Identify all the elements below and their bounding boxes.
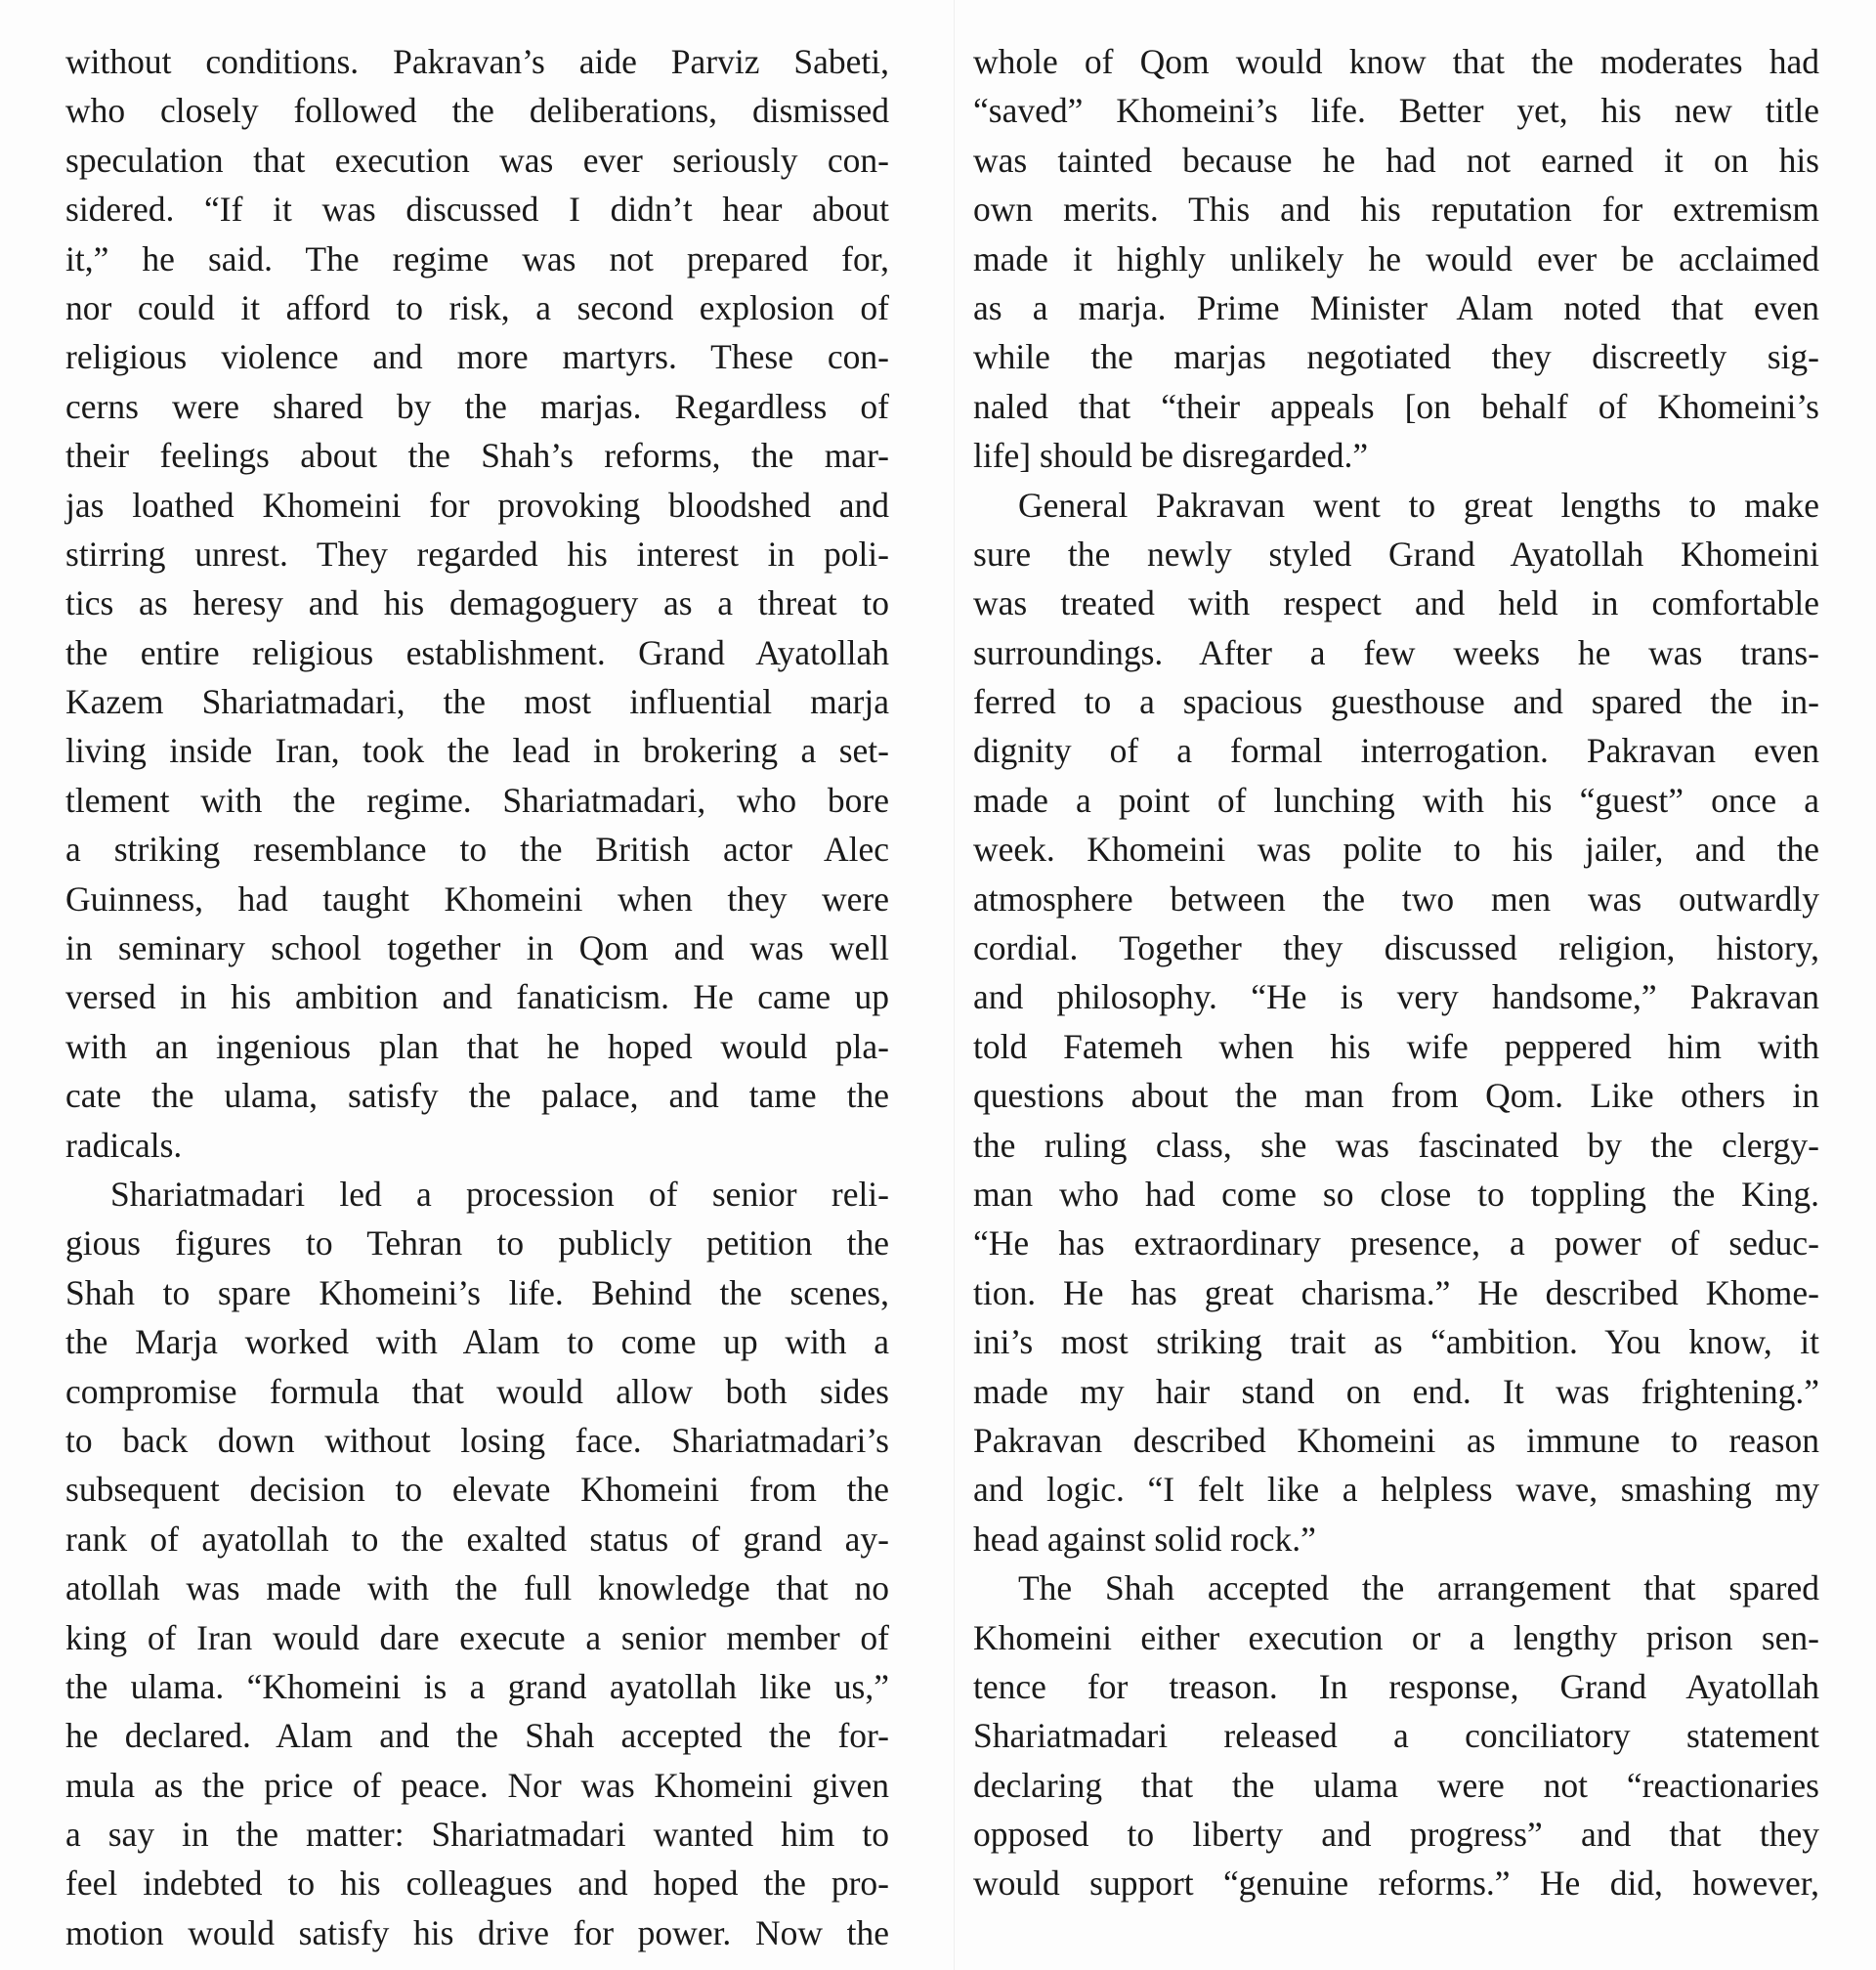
text-line: questions about the man from Qom. Like others in	[973, 1076, 1819, 1116]
text-line: Khomeini either execution or a lengthy prison sen-	[973, 1617, 1819, 1657]
right-text-column	[973, 37, 1819, 1908]
text-line: whole of Qom would know that the moderates had	[973, 42, 1819, 81]
text-line: opposed to liberty and progress” and that they	[973, 1815, 1819, 1855]
text-line: tion. He has great charisma.” He described Khome-	[973, 1272, 1819, 1312]
text-line: cate the ulama, satisfy the palace, and tame the	[65, 1076, 889, 1116]
text-line: “saved” Khomeini’s life. Better yet, his new title	[973, 91, 1819, 131]
text-line: the Marja worked with Alam to come up with a	[65, 1322, 889, 1362]
text-line: tics as heresy and his demagoguery as a threat to	[65, 583, 889, 623]
text-line: it,” he said. The regime was not prepared for,	[65, 238, 889, 278]
text-line: Shariatmadari released a conciliatory statement	[973, 1716, 1819, 1756]
text-line: was treated with respect and held in comfortable	[973, 583, 1819, 623]
text-line: as a marja. Prime Minister Alam noted that even	[973, 287, 1819, 327]
text-line: a say in the matter: Shariatmadari wanted him to	[65, 1815, 889, 1855]
text-line: sidered. “If it was discussed I didn’t hear about	[65, 190, 889, 230]
text-line: radicals.	[65, 1125, 183, 1165]
text-line: in seminary school together in Qom and was well	[65, 928, 889, 968]
text-line: a striking resemblance to the British actor Alec	[65, 830, 889, 870]
text-line: while the marjas negotiated they discreetly sig-	[973, 337, 1819, 377]
text-line: Kazem Shariatmadari, the most influential marja	[65, 682, 889, 722]
left-text-column	[65, 37, 889, 1957]
text-line: man who had come so close to toppling the King.	[973, 1174, 1819, 1214]
text-line: cordial. Together they discussed religion, history,	[973, 928, 1819, 968]
text-line: sure the newly styled Grand Ayatollah Khomeini	[973, 534, 1819, 574]
text-line: ini’s most striking trait as “ambition. You know, it	[973, 1322, 1819, 1362]
text-line: he declared. Alam and the Shah accepted the for-	[65, 1716, 889, 1756]
text-line: week. Khomeini was polite to his jailer, and the	[973, 830, 1819, 870]
text-line: religious violence and more martyrs. These con-	[65, 337, 889, 377]
text-line: compromise formula that would allow both sides	[65, 1371, 889, 1411]
text-line: surroundings. After a few weeks he was trans-	[973, 632, 1819, 672]
text-line: mula as the price of peace. Nor was Khomeini given	[65, 1765, 889, 1805]
text-line: their feelings about the Shah’s reforms, the mar-	[65, 436, 889, 476]
text-line: Guinness, had taught Khomeini when they were	[65, 878, 889, 919]
text-line: and philosophy. “He is very handsome,” Pakravan	[973, 977, 1819, 1017]
text-line: life] should be disregarded.”	[973, 436, 1369, 476]
text-line: rank of ayatollah to the exalted status of grand ay-	[65, 1519, 889, 1559]
text-line: without conditions. Pakravan’s aide Parviz Sabeti,	[65, 42, 889, 81]
text-line: tlement with the regime. Shariatmadari, who bore	[65, 780, 889, 820]
text-line: to back down without losing face. Shariatmadari’s	[65, 1420, 889, 1460]
text-line: versed in his ambition and fanaticism. He came up	[65, 977, 889, 1017]
text-line: with an ingenious plan that he hoped would pla-	[65, 1026, 889, 1066]
text-line: Pakravan described Khomeini as immune to reason	[973, 1420, 1819, 1460]
text-line: own merits. This and his reputation for extremism	[973, 190, 1819, 230]
text-line: motion would satisfy his drive for power. Now the	[65, 1912, 889, 1952]
text-line: jas loathed Khomeini for provoking bloodshed and	[65, 485, 889, 525]
text-line: “He has extraordinary presence, a power of seduc-	[973, 1223, 1819, 1263]
text-line: speculation that execution was ever seriously con-	[65, 140, 889, 180]
text-line: feel indebted to his colleagues and hoped the pro-	[65, 1863, 889, 1904]
text-line: living inside Iran, took the lead in brokering a set-	[65, 731, 889, 771]
paragraph-first-line: The Shah accepted the arrangement that spared	[1018, 1568, 1819, 1608]
text-line: was tainted because he had not earned it on his	[973, 140, 1819, 180]
text-line: made it highly unlikely he would ever be acclaimed	[973, 238, 1819, 278]
text-line: subsequent decision to elevate Khomeini from the	[65, 1470, 889, 1510]
text-line: atmosphere between the two men was outwardly	[973, 878, 1819, 919]
text-line: nor could it afford to risk, a second explosion of	[65, 287, 889, 327]
text-line: Shah to spare Khomeini’s life. Behind the scenes,	[65, 1272, 889, 1312]
text-line: gious figures to Tehran to publicly petition the	[65, 1223, 889, 1263]
text-line: who closely followed the deliberations, dismissed	[65, 91, 889, 131]
paragraph-first-line: General Pakravan went to great lengths to make	[1018, 485, 1819, 525]
text-line: made a point of lunching with his “guest” once a	[973, 780, 1819, 820]
text-line: the ulama. “Khomeini is a grand ayatollah like us,”	[65, 1666, 889, 1706]
text-line: the ruling class, she was fascinated by the clergy-	[973, 1125, 1819, 1165]
text-line: declaring that the ulama were not “reactionaries	[973, 1765, 1819, 1805]
text-line: told Fatemeh when his wife peppered him with	[973, 1026, 1819, 1066]
column-divider	[954, 0, 955, 1970]
text-line: tence for treason. In response, Grand Ayatollah	[973, 1666, 1819, 1706]
text-line: the entire religious establishment. Grand Ayatollah	[65, 632, 889, 672]
text-line: stirring unrest. They regarded his interest in poli-	[65, 534, 889, 574]
text-line: head against solid rock.”	[973, 1519, 1316, 1559]
text-line: cerns were shared by the marjas. Regardless of	[65, 386, 889, 426]
text-line: ferred to a spacious guesthouse and spared the in-	[973, 682, 1819, 722]
text-line: and logic. “I felt like a helpless wave, smashing my	[973, 1470, 1819, 1510]
text-line: would support “genuine reforms.” He did, however,	[973, 1863, 1819, 1904]
text-line: made my hair stand on end. It was frightening.”	[973, 1371, 1819, 1411]
text-line: dignity of a formal interrogation. Pakravan even	[973, 731, 1819, 771]
text-line: atollah was made with the full knowledge that no	[65, 1568, 889, 1608]
paragraph-first-line: Shariatmadari led a procession of senior reli-	[110, 1174, 889, 1214]
text-line: naled that “their appeals [on behalf of Khomeini’s	[973, 386, 1819, 426]
text-line: king of Iran would dare execute a senior member of	[65, 1617, 889, 1657]
